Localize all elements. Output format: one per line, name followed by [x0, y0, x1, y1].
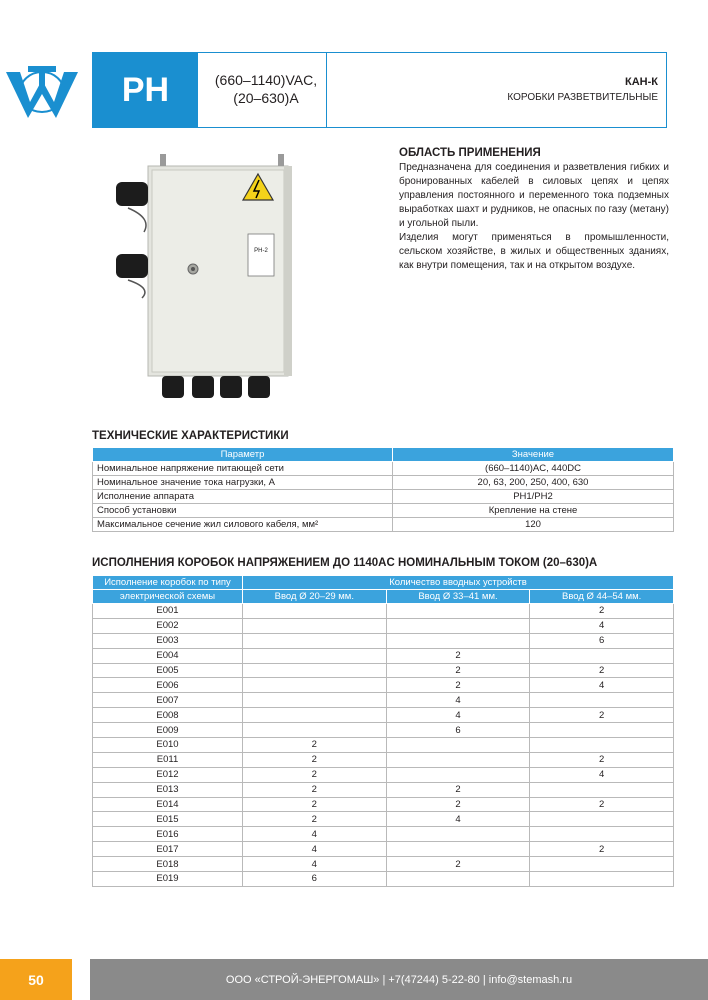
table-row — [93, 857, 674, 872]
input-count-cell — [243, 693, 387, 708]
input-count-cell: 4 — [530, 767, 674, 782]
input-count-cell: 4 — [530, 618, 674, 633]
header-divider — [326, 53, 327, 127]
param-cell: Максимальное сечение жил силового кабеля, мм² — [93, 518, 393, 532]
input-count-cell — [386, 872, 530, 887]
tech-section-title: ТЕХНИЧЕСКИЕ ХАРАКТЕРИСТИКИ — [92, 430, 289, 442]
header-bar — [92, 52, 667, 128]
input-count-cell: 2 — [386, 678, 530, 693]
param-cell: Номинальное значение тока нагрузки, А — [93, 476, 393, 490]
col-header-param: Параметр — [93, 448, 393, 462]
spec-line-voltage: (660–1140)VAC, — [214, 72, 318, 88]
version-code-cell: E014 — [93, 797, 243, 812]
input-count-cell: 4 — [243, 842, 387, 857]
versions-section-title: ИСПОЛНЕНИЯ КОРОБОК НАПРЯЖЕНИЕМ ДО 1140AC НОМИНАЛЬНЫМ ТОКОМ (20–630)А — [92, 557, 598, 569]
table-header-row — [93, 576, 674, 590]
device-label: PH-2 — [254, 248, 268, 254]
value-cell: 120 — [393, 518, 674, 532]
input-count-cell — [386, 738, 530, 753]
param-cell: Номинальное напряжение питающей сети — [93, 462, 393, 476]
col-header-input-medium: Ввод Ø 33–41 мм. — [386, 590, 530, 604]
input-count-cell — [530, 827, 674, 842]
input-count-cell — [530, 872, 674, 887]
input-count-cell — [530, 857, 674, 872]
col-header-input-large: Ввод Ø 44–54 мм. — [530, 590, 674, 604]
input-count-cell: 2 — [386, 648, 530, 663]
product-name: КОРОБКИ РАЗВЕТВИТЕЛЬНЫЕ — [507, 92, 658, 103]
input-count-cell: 2 — [386, 663, 530, 678]
col-header-value: Значение — [393, 448, 674, 462]
table-row — [93, 504, 674, 518]
application-text — [399, 161, 669, 273]
input-count-cell — [530, 723, 674, 738]
version-code-cell: E018 — [93, 857, 243, 872]
application-paragraph: Предназначена для соединения и разветвления гибких и бронированных кабелей в силовых цепях и цепях управления постоянного и переменного тока подземных выработках шахт и рудников, не опасных по газу (метану) и угольной пыли. — [399, 162, 669, 229]
table-row — [93, 827, 674, 842]
col-header-input-small: Ввод Ø 20–29 мм. — [243, 590, 387, 604]
table-row — [93, 604, 674, 619]
table-row — [93, 782, 674, 797]
version-code-cell: E017 — [93, 842, 243, 857]
value-cell: Крепление на стене — [393, 504, 674, 518]
input-count-cell: 2 — [530, 604, 674, 619]
input-count-cell — [530, 648, 674, 663]
product-spec — [206, 71, 326, 107]
col-header-type-cont: электрической схемы — [93, 590, 243, 604]
input-count-cell — [386, 752, 530, 767]
input-count-cell: 2 — [243, 812, 387, 827]
footer-contacts: ООО «СТРОЙ-ЭНЕРГОМАШ» | +7(47244) 5-22-80 | info@stemash.ru — [90, 959, 708, 1000]
product-badge: PH — [93, 53, 198, 127]
table-row — [93, 738, 674, 753]
table-row — [93, 842, 674, 857]
input-count-cell: 6 — [243, 872, 387, 887]
col-header-type: Исполнение коробок по типу — [93, 576, 243, 590]
version-code-cell: E010 — [93, 738, 243, 753]
tech-table — [92, 447, 674, 532]
value-cell: PH1/PH2 — [393, 490, 674, 504]
version-code-cell: E008 — [93, 708, 243, 723]
application-title: ОБЛАСТЬ ПРИМЕНЕНИЯ — [399, 147, 541, 159]
table-row — [93, 663, 674, 678]
table-row — [93, 462, 674, 476]
table-row — [93, 693, 674, 708]
input-count-cell: 4 — [530, 678, 674, 693]
table-row — [93, 633, 674, 648]
input-count-cell: 2 — [530, 842, 674, 857]
input-count-cell — [243, 663, 387, 678]
version-code-cell: E005 — [93, 663, 243, 678]
input-count-cell — [386, 633, 530, 648]
table-row — [93, 648, 674, 663]
table-row — [93, 618, 674, 633]
input-count-cell — [243, 678, 387, 693]
version-code-cell: E001 — [93, 604, 243, 619]
input-count-cell: 4 — [386, 812, 530, 827]
version-code-cell: E004 — [93, 648, 243, 663]
input-count-cell — [243, 648, 387, 663]
table-row — [93, 767, 674, 782]
input-count-cell: 2 — [530, 663, 674, 678]
input-count-cell: 2 — [386, 782, 530, 797]
product-code: КАН-К — [625, 76, 658, 88]
input-count-cell: 2 — [243, 797, 387, 812]
version-code-cell: E019 — [93, 872, 243, 887]
input-count-cell — [243, 604, 387, 619]
input-count-cell: 2 — [386, 797, 530, 812]
table-row — [93, 490, 674, 504]
col-header-group: Количество вводных устройств — [243, 576, 674, 590]
table-row — [93, 476, 674, 490]
input-count-cell — [386, 827, 530, 842]
input-count-cell: 6 — [386, 723, 530, 738]
input-count-cell: 4 — [386, 708, 530, 723]
param-cell: Исполнение аппарата — [93, 490, 393, 504]
table-row — [93, 708, 674, 723]
spec-line-current: (20–630)A — [233, 90, 299, 106]
input-count-cell — [530, 812, 674, 827]
company-logo-icon — [6, 62, 78, 120]
input-count-cell: 4 — [243, 827, 387, 842]
value-cell: 20, 63, 200, 250, 400, 630 — [393, 476, 674, 490]
input-count-cell: 2 — [243, 782, 387, 797]
input-count-cell — [530, 782, 674, 797]
input-count-cell — [386, 767, 530, 782]
input-count-cell — [243, 618, 387, 633]
table-row — [93, 518, 674, 532]
input-count-cell — [386, 618, 530, 633]
input-count-cell: 2 — [243, 738, 387, 753]
input-count-cell — [243, 633, 387, 648]
version-code-cell: E011 — [93, 752, 243, 767]
input-count-cell: 2 — [530, 708, 674, 723]
input-count-cell: 2 — [243, 752, 387, 767]
input-count-cell — [243, 723, 387, 738]
application-paragraph: Изделия могут применяться в промышленности, сельском хозяйстве, в жилых и общественных зданиях, как внутри помещения, так и на открытом воздухе. — [399, 232, 669, 271]
version-code-cell: E012 — [93, 767, 243, 782]
page-number: 50 — [0, 959, 72, 1000]
input-count-cell: 4 — [243, 857, 387, 872]
table-row — [93, 752, 674, 767]
table-row — [93, 723, 674, 738]
input-count-cell — [530, 738, 674, 753]
input-count-cell — [243, 708, 387, 723]
versions-table — [92, 575, 674, 887]
input-count-cell — [530, 693, 674, 708]
table-header-row — [93, 590, 674, 604]
input-count-cell — [386, 842, 530, 857]
table-row — [93, 678, 674, 693]
version-code-cell: E003 — [93, 633, 243, 648]
table-row — [93, 872, 674, 887]
table-header-row — [93, 448, 674, 462]
version-code-cell: E006 — [93, 678, 243, 693]
version-code-cell: E002 — [93, 618, 243, 633]
param-cell: Способ установки — [93, 504, 393, 518]
input-count-cell: 2 — [530, 752, 674, 767]
version-code-cell: E016 — [93, 827, 243, 842]
version-code-cell: E009 — [93, 723, 243, 738]
version-code-cell: E013 — [93, 782, 243, 797]
version-code-cell: E015 — [93, 812, 243, 827]
input-count-cell: 6 — [530, 633, 674, 648]
input-count-cell: 2 — [243, 767, 387, 782]
input-count-cell: 4 — [386, 693, 530, 708]
junction-box-photo — [108, 148, 298, 410]
table-row — [93, 797, 674, 812]
input-count-cell: 2 — [386, 857, 530, 872]
table-row — [93, 812, 674, 827]
version-code-cell: E007 — [93, 693, 243, 708]
value-cell: (660–1140)AC, 440DC — [393, 462, 674, 476]
input-count-cell: 2 — [530, 797, 674, 812]
input-count-cell — [386, 604, 530, 619]
